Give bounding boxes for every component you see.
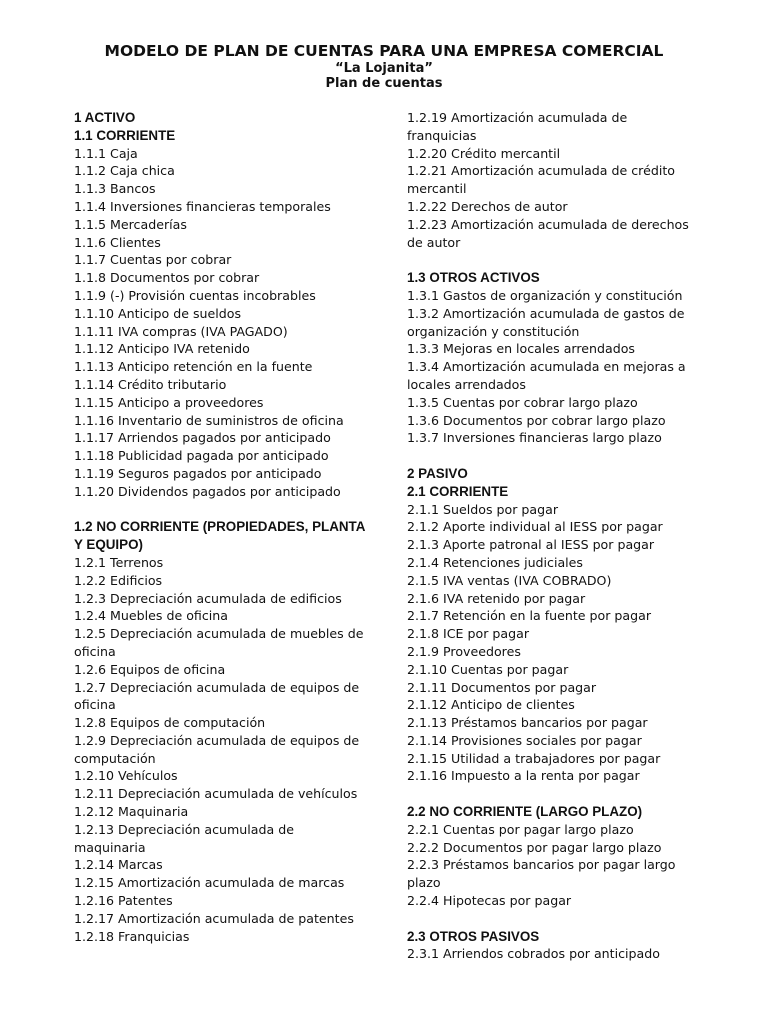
account-item: 1.3.4 Amortización acumulada en mejoras a locales arrendados [407,359,686,392]
account-item: 1.2.22 Derechos de autor [407,198,568,214]
account-item: 1.1.7 Cuentas por cobrar [74,252,232,268]
account-item: 2.1.4 Retenciones judiciales [407,554,583,570]
account-item: 1.3.6 Documentos por cobrar largo plazo [407,412,666,428]
account-item: 1.2.6 Equipos de oficina [74,661,226,677]
account-item: 2.1.5 IVA ventas (IVA COBRADO) [407,572,612,588]
account-item: 1.2.20 Crédito mercantil [407,145,561,161]
account-item: 1.2.18 Franquicias [74,928,190,944]
account-item: 2.1.15 Utilidad a trabajadores por pagar [407,750,661,766]
account-item: 1.3.3 Mejoras en locales arrendados [407,341,635,357]
section-spacer [407,785,697,803]
account-item: 2.1.10 Cuentas por pagar [407,661,569,677]
account-item: 1.1.2 Caja chica [74,163,175,179]
account-item: 1.2.12 Maquinaria [74,804,189,820]
account-item: 2.1.9 Proveedores [407,643,521,659]
account-item: 1.2.1 Terrenos [74,554,164,570]
account-item: 2.1.3 Aporte patronal al IESS por pagar [407,537,655,553]
account-item: 2.2.2 Documentos por pagar largo plazo [407,839,662,855]
account-item: 2.1.6 IVA retenido por pagar [407,590,586,606]
account-item: 1.2.23 Amortización acumulada de derechos de autor [407,216,689,250]
account-item: 1.1.6 Clientes [74,234,161,250]
account-item: 1.3.1 Gastos de organización y constitución [407,287,683,303]
account-item: 1.1.20 Dividendos pagados por anticipado [74,483,341,499]
account-item: 1.2.17 Amortización acumulada de patentes [74,910,354,926]
account-item: 2.1.11 Documentos por pagar [407,679,597,695]
section-spacer [74,501,366,519]
account-item: 2.2.4 Hipotecas por pagar [407,893,572,909]
document-header [0,42,768,91]
account-item: 2.1.2 Aporte individual al IESS por pagar [407,519,663,535]
account-item: 1.1.18 Publicidad pagada por anticipado [74,448,329,464]
account-item: 1.1.17 Arriendos pagados por anticipado [74,430,331,446]
document-title: MODELO DE PLAN DE CUENTAS PARA UNA EMPRESA COMERCIAL [104,42,664,60]
account-item: 2.2.1 Cuentas por pagar largo plazo [407,821,634,837]
section-heading: 2 PASIVO [407,465,468,481]
account-item: 1.2.19 Amortización acumulada de franquicias [407,110,628,143]
account-item: 1.2.10 Vehículos [74,768,178,784]
account-item: 2.3.1 Arriendos cobrados por anticipado [407,946,660,962]
section-heading: 1.2 NO CORRIENTE (PROPIEDADES, PLANTA Y EQUIPO) [74,519,365,553]
account-item: 1.2.11 Depreciación acumulada de vehículos [74,786,358,802]
account-item: 1.2.5 Depreciación acumulada de muebles de oficina [74,626,364,659]
document-subtitle: Plan de cuentas [325,76,443,91]
account-item: 1.1.10 Anticipo de sueldos [74,305,242,321]
account-item: 1.3.5 Cuentas por cobrar largo plazo [407,394,638,410]
account-item: 1.1.3 Bancos [74,181,156,197]
account-item: 1.1.13 Anticipo retención en la fuente [74,359,313,375]
account-item: 1.1.16 Inventario de suministros de oficina [74,412,344,428]
section-heading: 1.3 OTROS ACTIVOS [407,270,540,286]
account-item: 1.1.12 Anticipo IVA retenido [74,341,250,357]
account-item: 1.2.3 Depreciación acumulada de edificios [74,590,342,606]
account-item: 1.1.14 Crédito tributario [74,376,227,392]
account-item: 2.1.16 Impuesto a la renta por pagar [407,768,640,784]
account-item: 1.2.7 Depreciación acumulada de equipos de oficina [74,679,360,713]
account-item: 2.1.13 Préstamos bancarios por pagar [407,715,648,731]
account-item: 1.3.2 Amortización acumulada de gastos de organización y constitución [407,305,685,339]
account-item: 2.2.3 Préstamos bancarios por pagar largo plazo [407,857,676,891]
section-heading: 2.3 OTROS PASIVOS [407,928,540,944]
account-item: 2.1.14 Provisiones sociales por pagar [407,732,642,748]
account-item: 1.3.7 Inversiones financieras largo plazo [407,430,662,446]
account-item: 2.1.12 Anticipo de clientes [407,697,575,713]
section-heading: 2.1 CORRIENTE [407,483,509,499]
account-item: 1.1.1 Caja [74,145,138,161]
account-item: 1.2.4 Muebles de oficina [74,608,228,624]
section-spacer [407,910,697,928]
account-item: 1.2.2 Edificios [74,572,163,588]
account-item: 1.1.4 Inversiones financieras temporales [74,198,331,214]
account-item: 2.1.1 Sueldos por pagar [407,501,559,517]
account-item: 1.2.21 Amortización acumulada de crédito mercantil [407,163,675,197]
account-item: 1.2.15 Amortización acumulada de marcas [74,875,345,891]
account-item: 1.1.8 Documentos por cobrar [74,270,260,286]
section-heading: 2.2 NO CORRIENTE (LARGO PLAZO) [407,804,643,820]
left-column [74,109,366,945]
account-item: 1.2.13 Depreciación acumulada de maquinaria [74,821,294,855]
account-item: 1.2.9 Depreciación acumulada de equipos de computación [74,732,360,766]
section-spacer [407,447,697,465]
account-item: 1.2.8 Equipos de computación [74,715,266,731]
account-item: 1.2.16 Patentes [74,893,173,909]
account-item: 1.1.5 Mercaderías [74,216,187,232]
account-item: 1.2.14 Marcas [74,857,163,873]
company-name: “La Lojanita” [335,61,433,76]
account-item: 1.1.15 Anticipo a proveedores [74,394,264,410]
account-item: 1.1.19 Seguros pagados por anticipado [74,465,322,481]
account-item: 1.1.9 (-) Provisión cuentas incobrables [74,287,316,303]
right-column [407,109,697,963]
account-item: 2.1.7 Retención en la fuente por pagar [407,608,652,624]
section-heading: 1 ACTIVO [74,110,136,125]
account-item: 1.1.11 IVA compras (IVA PAGADO) [74,323,288,339]
section-spacer [407,251,697,269]
account-item: 2.1.8 ICE por pagar [407,626,529,642]
section-heading: 1.1 CORRIENTE [74,127,176,143]
